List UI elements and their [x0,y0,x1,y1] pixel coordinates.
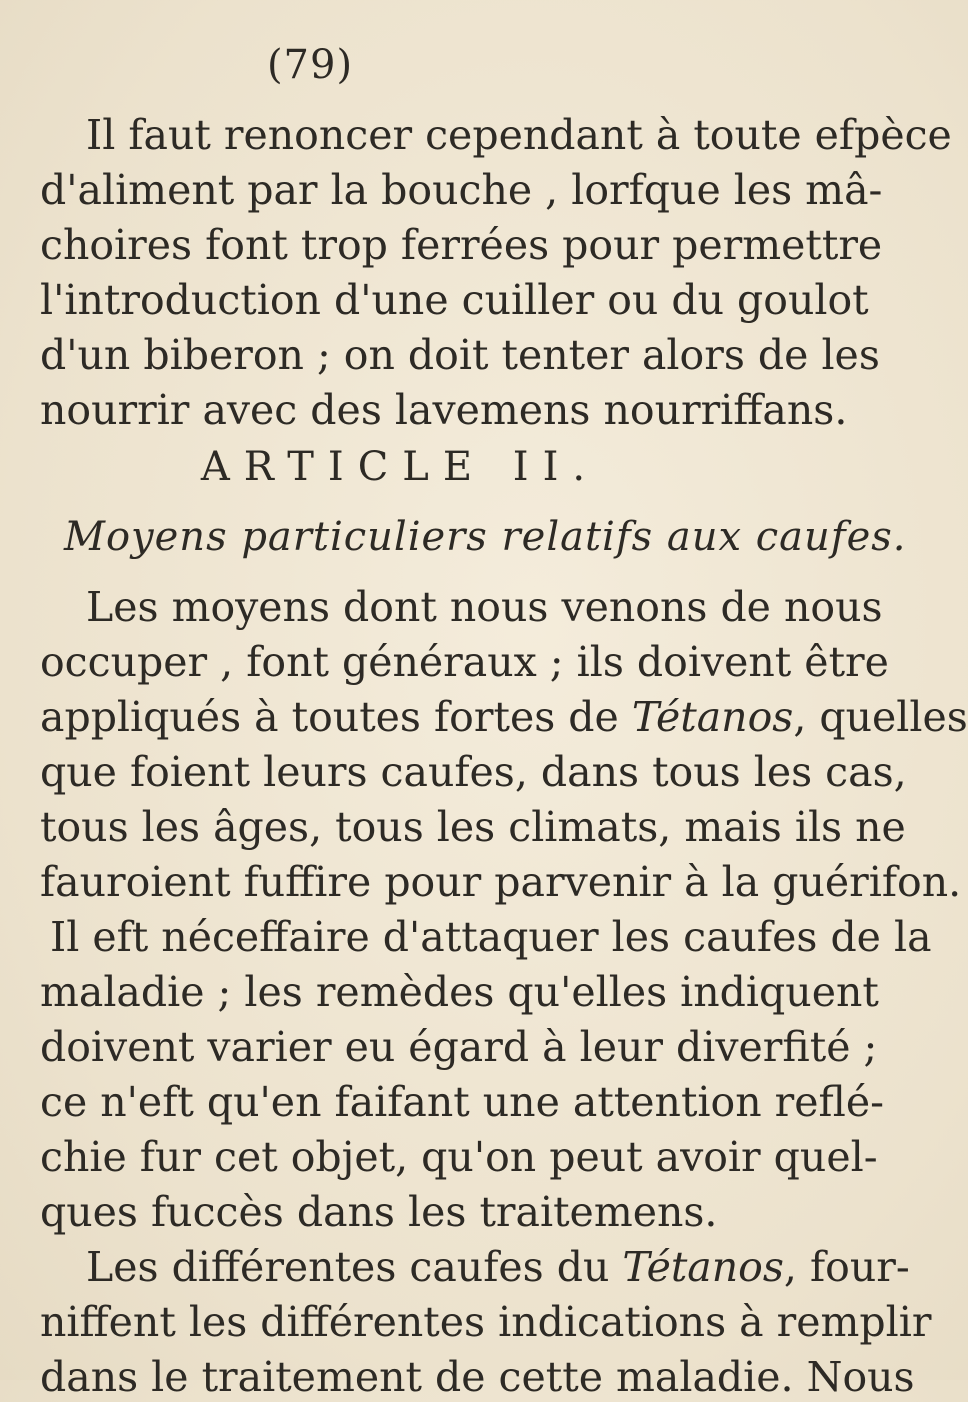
text-line: ce n'eft qu'en faifant une attention reflé- [40,1078,884,1126]
text-line: occuper , font généraux ; ils doivent être [40,638,889,686]
text-line: maladie ; les remèdes qu'elles indiquent [40,968,879,1016]
text-line: dans le traitement de cette maladie. Nous [40,1353,915,1401]
article-subheading: Moyens particuliers relatifs aux caufes. [64,514,907,560]
text-line: d'aliment par la bouche , lorfque les mâ- [40,166,883,214]
text-line: appliqués à toutes fortes de Tétanos, quelles [40,693,968,741]
text-line: Les moyens dont nous venons de nous [86,583,883,631]
text-line: fauroient fuffire pour parvenir à la guérifon. [40,858,962,906]
page-number: (79) [266,42,354,88]
text-line: niffent les différentes indications à remplir [40,1298,932,1346]
text-line: d'un biberon ; on doit tenter alors de les [40,331,880,379]
text-line: nourrir avec des lavemens nourriffans. [40,386,848,434]
text-line: doivent varier eu égard à leur diverfité ; [40,1023,878,1071]
article-heading: ARTICLE II. [200,444,600,490]
text-line: ques fuccès dans les traitemens. [40,1188,718,1236]
text-line: chie fur cet objet, qu'on peut avoir quel- [40,1133,878,1181]
text-line: l'introduction d'une cuiller ou du goulot [40,276,869,324]
text-line: Il faut renoncer cependant à toute efpèce [86,111,952,159]
text-line: choires font trop ferrées pour permettre [40,221,883,269]
text-line: Les différentes caufes du Tétanos, four- [86,1243,910,1291]
text-line: Il eft néceffaire d'attaquer les caufes de la [50,913,932,961]
text-line: que foient leurs caufes, dans tous les cas, [40,748,907,796]
text-line: tous les âges, tous les climats, mais ils ne [40,803,906,851]
